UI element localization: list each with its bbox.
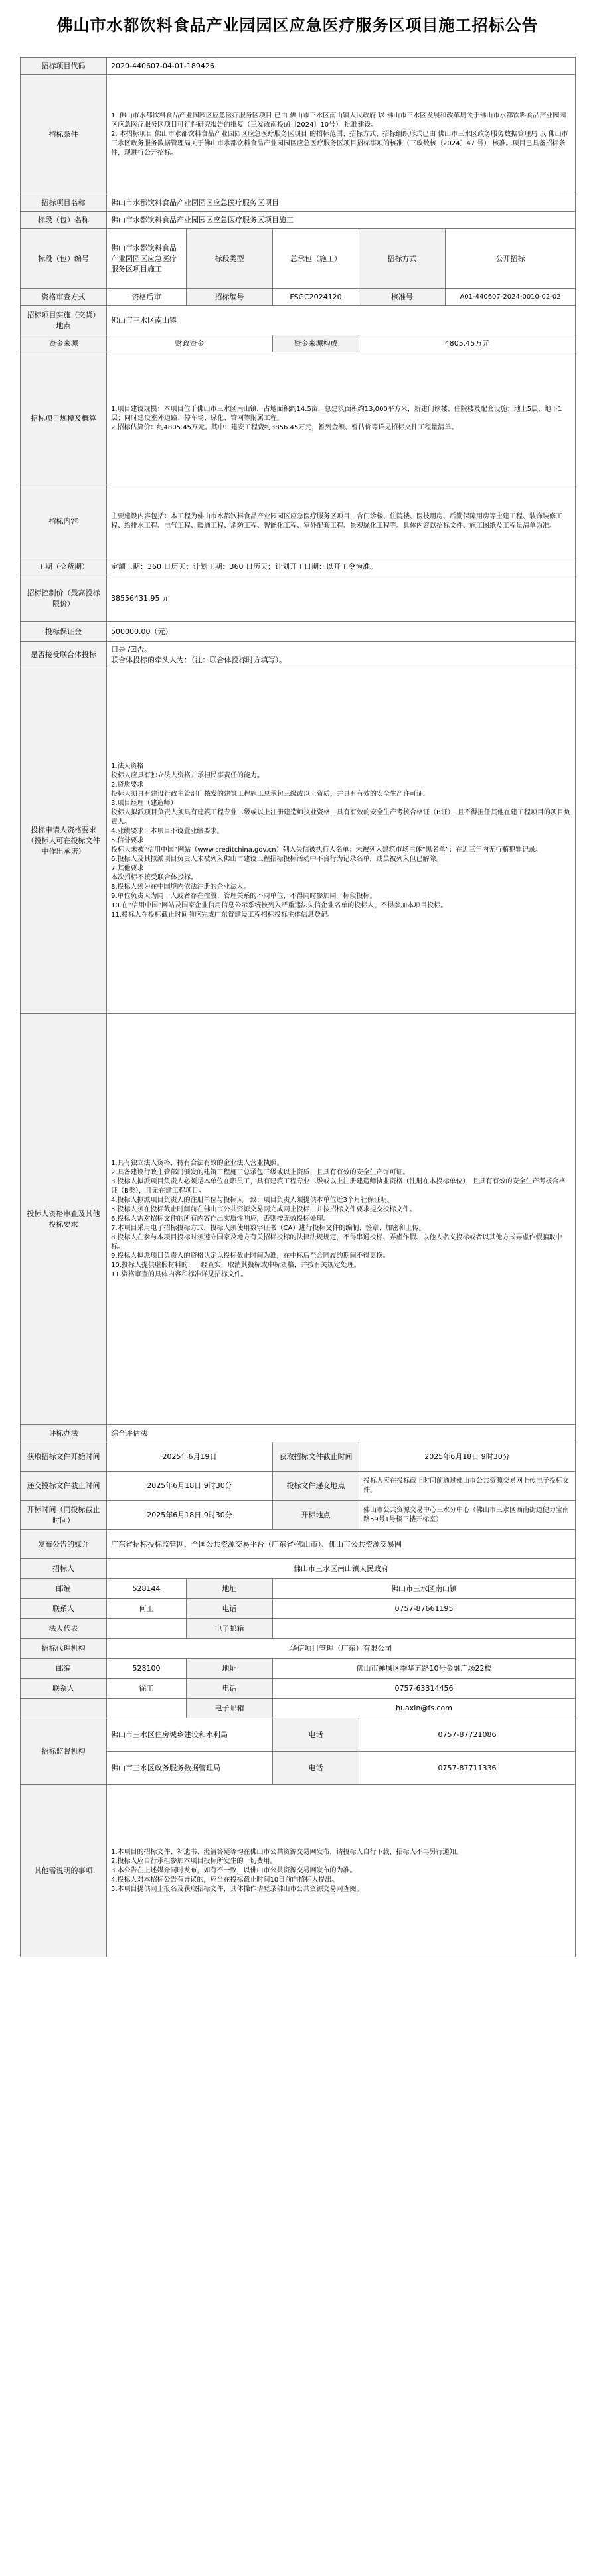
media-label: 发布公告的媒介 — [21, 1530, 107, 1559]
agent-mail-value: huaxin@fs.com — [273, 1699, 576, 1718]
open-time-value: 2025年6月18日 9时30分 — [107, 1501, 273, 1530]
row-max-price — [21, 575, 576, 622]
media-value: 广东省招标投标监管网、全国公共资源交易平台（广东省·佛山市）、佛山市公共资源交易网 — [107, 1530, 576, 1559]
row-submit — [21, 1472, 576, 1501]
conditions-value: 1. 佛山市水都饮料食品产业园园区应急医疗服务区项目 已由 佛山市三水区南山镇人民政府 以 佛山市三水区发展和改革局关于佛山市水都饮料食品产业园园区应急医疗服务区项目可行性研究报告的批复（三发改南投函〔2024〕10号） 批准建设。 2. 本招标项目 佛山市水都饮料食品产业园园区应急医疗服务区项目 的招标范围、招标方式、招标组织形式已由 佛山市三水区政务服务数据管理局 以 佛山市三水区政务服务数据管理局关于佛山市水都饮料食品产业园园区应急医疗服务区项目招标事项的核准（三政数核〔2024〕47 号） 核准。项目已具备招标条件，现进行公开招标。 — [107, 75, 576, 194]
conditions-label: 招标条件 — [21, 75, 107, 194]
tender-no-value: FSGC2024120 — [273, 289, 359, 306]
row-location — [21, 306, 576, 335]
section-name-label: 标段（包）名称 — [21, 212, 107, 229]
row-deposit — [21, 622, 576, 642]
get-end-value: 2025年6月18日 9时30分 — [359, 1442, 576, 1472]
bid-eval-value: 1.具有独立法人资格，持有合法有效的企业法人营业执照。 2.具备建设行政主管部门颁发的建筑工程施工总承包三级或以上资质，且具有有效的安全生产许可证。 3.投标人拟派项目负责人必须是本单位在职员工，具有建筑工程专业二级或以上注册建造师执业资格（注册在本投标单位），且具有有效的安全生产考核合格证（B类），且无在建工程项目。 4.投标人拟派项目负责人的注册单位与投标人一致；项目负责人须提供本单位近3个月社保证明。 5.投标人须在投标截止时间前在佛山市公共资源交易网完成网上投标，并按招标文件要求提交投标文件。 6.投标人需对招标文件的所有内容作出实质性响应，否则按无效投标处理。 7.本项目采用电子招标投标方式，投标人须使用数字证书（CA）进行投标文件的编制、签章、加密和上传。 8.投标人在参与本项目投标时须遵守国家及地方有关招标投标的法律法规规定，不得串通投标、弄虚作假、以他人名义投标或者以其他方式弄虚作假骗取中标。 9.投标人拟派项目负责人的资格认定以投标截止时间为准，在中标后至合同履约期间不得更换。 10.投标人提供虚假材料的，一经查实，取消其投标或中标资格，并按有关规定处理。 11.资格审查的具体内容和标准详见招标文件。 — [107, 1014, 576, 1425]
get-time-value: 2025年6月19日 — [107, 1442, 273, 1472]
row-agent-contact — [21, 1679, 576, 1699]
row-supervisor-1 — [21, 1718, 576, 1752]
fund-amt-value: 4805.45万元 — [359, 335, 576, 352]
row-agent-mail — [21, 1699, 576, 1718]
max-price-value: 38556431.95 元 — [107, 575, 576, 622]
agent-blank-value — [107, 1699, 187, 1718]
row-bid-eval — [21, 1014, 576, 1425]
get-time-label: 获取招标文件开始时间 — [21, 1442, 107, 1472]
section-type-label: 标段类型 — [187, 229, 273, 289]
agent-tel-value: 0757-63314456 — [273, 1679, 576, 1699]
page-title: 佛山市水都饮料食品产业园园区应急医疗服务区项目施工招标公告 — [56, 15, 539, 35]
agent-blank-label — [21, 1699, 107, 1718]
content-value: 主要建设内容包括：本工程为佛山市水都饮料食品产业园园区应急医疗服务区项目，含门诊楼、住院楼、医技用房、后勤保障用房等土建工程、装饰装修工程、给排水工程、电气工程、暖通工程、消防工程、智能化工程、室外配套工程、景观绿化工程等。具体内容以招标文件、施工图纸及工程量清单为准。 — [107, 485, 576, 558]
buyer-contact-value: 何工 — [107, 1599, 187, 1619]
method-value: 公开招标 — [446, 229, 576, 289]
agent-label: 招标代理机构 — [21, 1639, 107, 1659]
row-media — [21, 1530, 576, 1559]
buyer-tel-label: 电话 — [187, 1599, 273, 1619]
row-project-code — [21, 58, 576, 75]
legal-person-label: 法人代表 — [21, 1619, 107, 1639]
legal-person-value — [107, 1619, 187, 1639]
other-value: 1.本项目的招标文件、补遗书、澄清答疑等均在佛山市公共资源交易网发布，请投标人自行下载，招标人不再另行通知。 2.投标人应自行承担参加本项目投标所发生的一切费用。 3.本公告在上述媒介同时发布，如有不一致，以佛山市公共资源交易网发布的为准。 4.投标人对本招标公告有异议的，应当在投标截止时间10日前向招标人提出。 5.本项目提供网上报名及获取招标文件，具体操作请登录佛山市公共资源交易网查阅。 — [107, 1785, 576, 1957]
project-code-value: 2020-440607-04-01-189426 — [107, 58, 576, 75]
row-requirements — [21, 668, 576, 1014]
open-time-label: 开标时间（同投标截止时间） — [21, 1501, 107, 1530]
max-price-label: 招标控制价（最高投标限价） — [21, 575, 107, 622]
project-code-label: 招标项目代码 — [21, 58, 107, 75]
buyer-mail-value — [273, 1619, 576, 1639]
joint-value: 口是 /☑否。 联合体投标的牵头人为：（注：联合体投标时方填写）。 — [107, 642, 576, 668]
location-value: 佛山市三水区南山镇 — [107, 306, 576, 335]
row-agent-addr — [21, 1659, 576, 1679]
location-label: 招标项目实施（交货）地点 — [21, 306, 107, 335]
section-type-value: 总承包（施工） — [273, 229, 359, 289]
place-label: 投标文件递交地点 — [273, 1472, 359, 1501]
row-buyer — [21, 1559, 576, 1579]
row-project-name — [21, 194, 576, 212]
duration-value: 定额工期：360 日历天；计划工期：360 日历天；计划开工日期：以开工令为准。 — [107, 558, 576, 575]
row-joint — [21, 642, 576, 668]
agent-addr-value: 佛山市禅城区季华五路10号金融广场22楼 — [273, 1659, 576, 1679]
duration-label: 工期（交货期） — [21, 558, 107, 575]
buyer-contact-label: 联系人 — [21, 1599, 107, 1619]
row-legal — [21, 1619, 576, 1639]
project-name-label: 招标项目名称 — [21, 194, 107, 212]
agent-tel-label: 电话 — [187, 1679, 273, 1699]
review-method-label: 评标办法 — [21, 1425, 107, 1442]
deposit-label: 投标保证金 — [21, 622, 107, 642]
row-section-info — [21, 229, 576, 289]
row-buyer-contact — [21, 1599, 576, 1619]
buyer-zip-label: 邮编 — [21, 1579, 107, 1599]
supervisor-1-name: 佛山市三水区住房城乡建设和水利局 — [107, 1718, 273, 1752]
fund-amt-label: 资金来源构成 — [273, 335, 359, 352]
qualify-label: 资格审查方式 — [21, 289, 107, 306]
qualify-value: 资格后审 — [107, 289, 187, 306]
buyer-tel-value: 0757-87661195 — [273, 1599, 576, 1619]
buyer-label: 招标人 — [21, 1559, 107, 1579]
supervisor-1-tel-label: 电话 — [273, 1718, 359, 1752]
row-get-time — [21, 1442, 576, 1472]
section-code-label: 标段（包）编号 — [21, 229, 107, 289]
agent-mail-label: 电子邮箱 — [187, 1699, 273, 1718]
fund-src-value: 财政资金 — [107, 335, 273, 352]
row-review-method — [21, 1425, 576, 1442]
section-name-value: 佛山市水都饮料食品产业园园区应急医疗服务区项目施工 — [107, 212, 576, 229]
supervisor-label: 招标监督机构 — [21, 1718, 107, 1785]
approval-value: A01-440607-2024-0010-02-02 — [446, 289, 576, 306]
scale-label: 招标项目规模及概算 — [21, 352, 107, 485]
buyer-zip-value: 528144 — [107, 1579, 187, 1599]
bid-eval-label: 投标人资格审查及其他投标要求 — [21, 1014, 107, 1425]
requirements-label: 投标申请人资格要求（投标人可在投标文件中作出承诺） — [21, 668, 107, 1014]
other-label: 其他需说明的事项 — [21, 1785, 107, 1957]
buyer-value: 佛山市三水区南山镇人民政府 — [107, 1559, 576, 1579]
buyer-addr-value: 佛山市三水区南山镇 — [273, 1579, 576, 1599]
row-duration — [21, 558, 576, 575]
open-place-label: 开标地点 — [273, 1501, 359, 1530]
row-other — [21, 1785, 576, 1957]
row-open — [21, 1501, 576, 1530]
supervisor-2-name: 佛山市三水区政务服务数据管理局 — [107, 1752, 273, 1785]
place-value: 投标人应在投标截止时间前通过佛山市公共资源交易网上传电子投标文件。 — [359, 1472, 576, 1501]
open-place-value: 佛山市公共资源交易中心三水分中心（佛山市三水区西南街道健力宝南路59号1号楼三楼开标室） — [359, 1501, 576, 1530]
project-name-value: 佛山市水都饮料食品产业园园区应急医疗服务区项目 — [107, 194, 576, 212]
agent-value: 华信项目管理（广东）有限公司 — [107, 1639, 576, 1659]
supervisor-1-tel: 0757-87721086 — [359, 1718, 576, 1752]
get-end-label: 获取招标文件截止时间 — [273, 1442, 359, 1472]
submit-time-value: 2025年6月18日 9时30分 — [107, 1472, 273, 1501]
supervisor-2-tel: 0757-87711336 — [359, 1752, 576, 1785]
row-qualify — [21, 289, 576, 306]
requirements-value: 1.法人资格 投标人应具有独立法人资格并承担民事责任的能力。 2.资质要求 投标人须具有建设行政主管部门核发的建筑工程施工总承包三级或以上资质，并具有有效的安全生产许可证。 3.项目经理（建造师） 投标人拟派项目负责人须具有建筑工程专业二级或以上注册建造师执业资格，具有有效的安全生产考核合格证（B证），且不得担任其他在建工程项目的项目负责人。 4.业绩要求：本项目不设置业绩要求。 5.信誉要求 投标人未被“信用中国”网站（www.creditchina.gov.cn）列入失信被执行人名单；未被列入建筑市场主体“黑名单”；在近三年内无行贿犯罪记录。 6.投标人及其拟派项目负责人未被列入佛山市建设工程招标投标活动中不良行为记录名单，或虽被列入但已解除。 7.其他要求 本次招标不接受联合体投标。 8.投标人须为在中国境内依法注册的企业法人。 9.单位负责人为同一人或者存在控股、管理关系的不同单位，不得同时参加同一标段投标。 10.在“信用中国”网站及国家企业信用信息公示系统被列入严重违法失信企业名单的投标人，不得参加本项目投标。 11.投标人在投标截止时间前应完成广东省建设工程招标投标主体信息登记。 — [107, 668, 576, 1014]
submit-time-label: 递交投标文件截止时间 — [21, 1472, 107, 1501]
joint-label: 是否接受联合体投标 — [21, 642, 107, 668]
supervisor-2-tel-label: 电话 — [273, 1752, 359, 1785]
deposit-value: 500000.00（元） — [107, 622, 576, 642]
row-buyer-addr — [21, 1579, 576, 1599]
row-content — [21, 485, 576, 558]
row-agent — [21, 1639, 576, 1659]
agent-zip-label: 邮编 — [21, 1659, 107, 1679]
row-conditions — [21, 75, 576, 194]
section-name-repeat: 佛山市水都饮料食品产业园园区应急医疗服务区项目施工 — [107, 229, 187, 289]
method-label: 招标方式 — [359, 229, 446, 289]
agent-contact-value: 徐工 — [107, 1679, 187, 1699]
agent-contact-label: 联系人 — [21, 1679, 107, 1699]
review-method-value: 综合评估法 — [107, 1425, 576, 1442]
approval-label: 核准号 — [359, 289, 446, 306]
fund-src-label: 资金来源 — [21, 335, 107, 352]
tender-no-label: 招标编号 — [187, 289, 273, 306]
row-fund — [21, 335, 576, 352]
notice-table — [20, 57, 576, 1957]
row-scale — [21, 352, 576, 485]
content-label: 招标内容 — [21, 485, 107, 558]
scale-value: 1.项目建设规模：本项目位于佛山市三水区南山镇，占地面积约14.5亩，总建筑面积约13,000平方米，新建门诊楼、住院楼及配套设施；地上5层，地下1层；同时建设室外道路、停车场、绿化、管网等附属工程。 2.招标估算价：约4805.45万元。其中：建安工程费约3856.45万元，暂列金额、暂估价等详见招标文件工程量清单。 — [107, 352, 576, 485]
agent-addr-label: 地址 — [187, 1659, 273, 1679]
agent-zip-value: 528100 — [107, 1659, 187, 1679]
buyer-addr-label: 地址 — [187, 1579, 273, 1599]
row-section-name — [21, 212, 576, 229]
buyer-mail-label: 电子邮箱 — [187, 1619, 273, 1639]
